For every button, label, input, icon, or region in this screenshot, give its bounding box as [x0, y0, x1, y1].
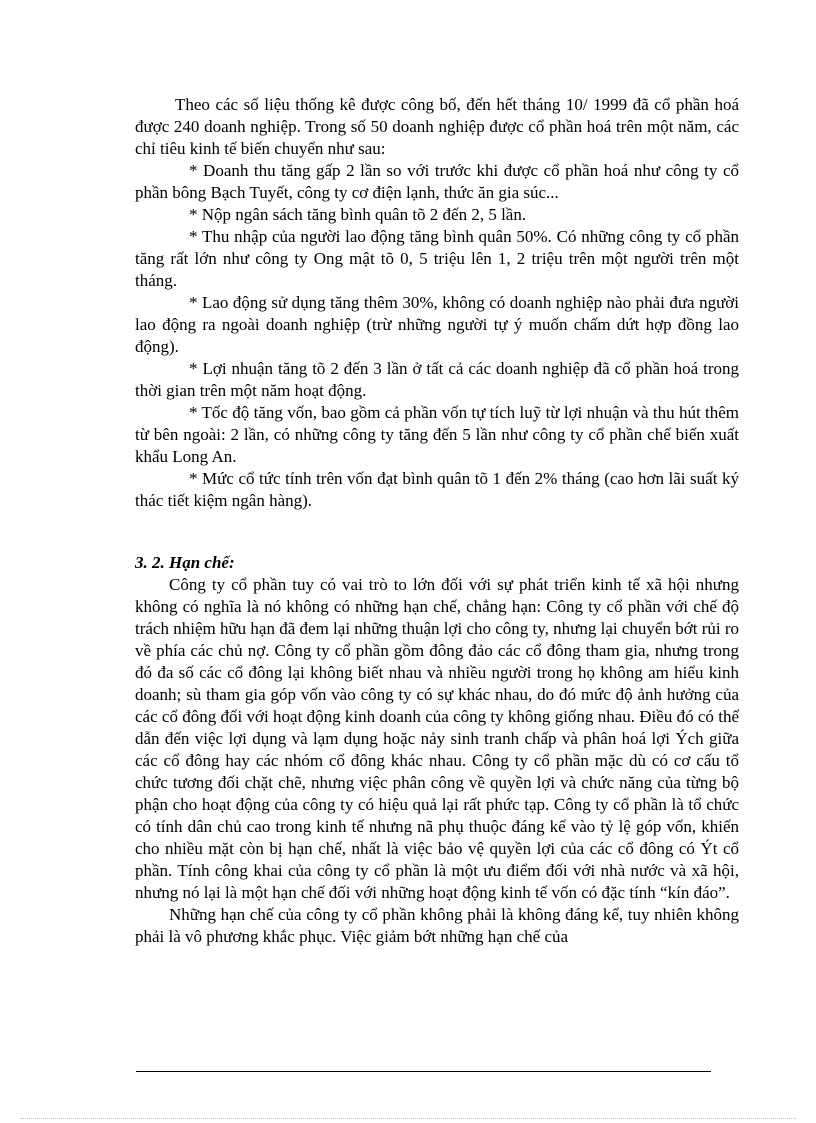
- intro-paragraph: Theo các số liệu thống kê được công bố, đến hết tháng 10/ 1999 đã cổ phần hoá được 240 doanh nghiệp. Trong số 50 doanh nghiệp được cổ phần hoá trên một năm, các chỉ tiêu kinh tế biến chuyển như sau:: [135, 95, 739, 158]
- bullet-labor: * Lao động sử dụng tăng thêm 30%, không có doanh nghiệp nào phải đưa người lao động ra ngoài doanh nghiệp (trừ những người tự ý muốn chấm dứt hợp đồng lao động).: [135, 293, 739, 356]
- section-heading: 3. 2. Hạn chế:: [135, 553, 235, 572]
- bullet-profit: * Lợi nhuận tăng tõ 2 đến 3 lần ở tất cả các doanh nghiệp đã cổ phần hoá trong thời gian trên một năm hoạt động.: [135, 359, 739, 400]
- bullet-budget: * Nộp ngân sách tăng bình quân tõ 2 đến 2, 5 lần.: [189, 205, 527, 224]
- bullet-revenue: * Doanh thu tăng gấp 2 lần so với trước khi được cổ phần hoá như công ty cổ phần bông Bạch Tuyết, công ty cơ điện lạnh, thức ăn gia súc...: [135, 161, 739, 202]
- page-content: [135, 94, 739, 948]
- bullet-income: * Thu nhập của người lao động tăng bình quân 50%. Có những công ty cổ phần tăng rất lớn như công ty Ong mật tõ 0, 5 triệu lên 1, 2 triệu trên một người trên một tháng.: [135, 227, 739, 290]
- page-bottom-border: [20, 1118, 796, 1119]
- bullet-capital: * Tốc độ tăng vốn, bao gồm cả phần vốn tự tích luỹ từ lợi nhuận và thu hút thêm từ bên ngoài: 2 lần, có những công ty tăng đến 5 lần như công ty cổ phần chế biến xuất khẩu Long An.: [135, 403, 739, 466]
- footer-divider: [136, 1071, 711, 1072]
- limitations-paragraph: Công ty cổ phần tuy có vai trò to lớn đối với sự phát triển kinh tế xã hội nhưng không có nghĩa là nó không có những hạn chế, chẳng hạn: Công ty cổ phần với chế độ trách nhiệm hữu hạn đã đem lại những thuận lợi cho công ty, nhưng lại chuyển bớt rủi ro về phía các chủ nợ. Công ty cổ phần gồm đông đảo các cổ đông tham gia, nhưng trong đó đa số các cổ đông lại không biết nhau và nhiều người trong họ không am hiểu kinh doanh; sù tham gia góp vốn vào công ty có sự khác nhau, do đó mức độ ảnh hưởng của các cổ đông đối với hoạt động kinh doanh của công ty không giống nhau. Điều đó có thể dẫn đến việc lợi dụng và lạm dụng hoặc nảy sinh tranh chấp và phân hoá lợi Ých giữa các cổ đông hay các nhóm cổ đông khác nhau. Công ty cổ phần mặc dù có cơ cấu tổ chức tương đối chặt chẽ, nhưng việc phân công về quyền lợi và chức năng của từng bộ phận cho hoạt động của công ty có hiệu quả lại rất phức tạp. Công ty cổ phần là tổ chức có tính dân chủ cao trong kinh tế nhưng nã phụ thuộc đáng kể vào tỷ lệ góp vốn, khiến cho nhiều mặt còn bị hạn chế, nhất là việc bảo vệ quyền lợi của các cổ đông có Ýt cổ phần. Tính công khai của công ty cổ phần là một ưu điểm đối với nhà nước và xã hội, nhưng nó lại là một hạn chế đối với những hoạt động kinh tế vốn có đặc tính “kín đáo”.: [135, 575, 739, 902]
- closing-paragraph: Những hạn chế của công ty cổ phần không phải là không đáng kể, tuy nhiên không phải là vô phương khắc phục. Việc giảm bớt những hạn chế của: [135, 905, 739, 946]
- bullet-dividend: * Mức cổ tức tính trên vốn đạt bình quân tõ 1 đến 2% tháng (cao hơn lãi suất ký thác tiết kiệm ngân hàng).: [135, 469, 739, 510]
- section-spacer: [135, 512, 739, 552]
